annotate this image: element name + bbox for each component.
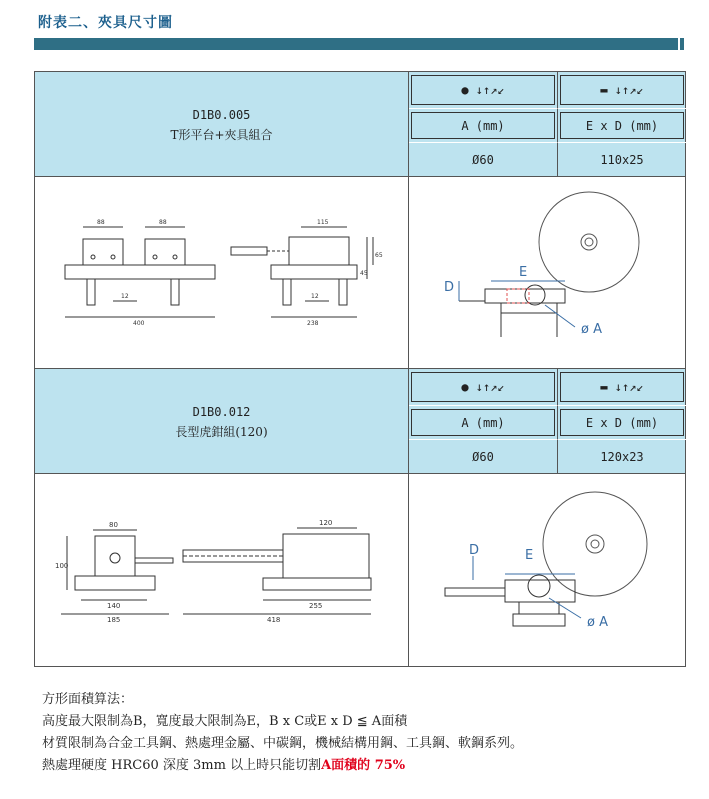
section-2-col2-label: E x D (mm) — [558, 405, 686, 439]
dim-label: 88 — [97, 219, 105, 226]
dim-label: 255 — [309, 602, 323, 610]
square-symbol-arrows: ▬ ↓↑↗↙ — [600, 380, 644, 394]
notes-line-3: 熱處理硬度 HRC60 深度 3mm 以上時只能切割A面積的 75% — [42, 758, 406, 773]
section-2-header — [35, 369, 685, 474]
dim-label: 12 — [121, 293, 129, 300]
dim-label: 140 — [107, 602, 121, 610]
dim-label: 120 — [319, 519, 333, 527]
section-1-col1-head — [409, 72, 558, 108]
dim-label: 12 — [311, 293, 319, 300]
dim-label: 115 — [317, 219, 329, 226]
section-2-cutting-diagram — [409, 474, 687, 666]
round-symbol-arrows: ● ↓↑↗↙ — [461, 83, 505, 97]
notes-line-1: 高度最大限制為B，寬度最大限制為E，B x C或E x D ≦ A面積 — [42, 714, 408, 729]
label-e: E — [519, 265, 528, 280]
section-2-name-cell — [35, 369, 409, 474]
dim-label: 88 — [159, 219, 167, 226]
t-platform-technical-drawing — [35, 177, 409, 369]
section-2-name: 長型虎鉗組(120) — [175, 424, 268, 439]
section-1-col2-value: 110x25 — [558, 142, 686, 177]
dim-label: 80 — [109, 521, 118, 529]
dim-label: 45 — [360, 270, 368, 277]
section-1-col1-value: Ø60 — [409, 142, 558, 177]
section-1-header — [35, 72, 685, 177]
notes-highlight: A面積的 75% — [321, 758, 406, 773]
header-divider-bar — [34, 38, 678, 50]
dim-label: 400 — [133, 320, 145, 327]
page-title: 附表二、夾具尺寸圖 — [38, 15, 173, 31]
section-1-code: D1B0.005 — [192, 107, 251, 122]
label-d: D — [444, 280, 455, 295]
cutting-wheel-diagram — [409, 474, 687, 666]
section-2-diagrams — [35, 474, 685, 666]
section-2-col1-value: Ø60 — [409, 439, 558, 474]
cutting-wheel-diagram — [409, 177, 687, 369]
section-2-drawing — [35, 474, 409, 666]
section-1-col1-label: A (mm) — [409, 108, 558, 142]
section-1-name: T形平台+夾具組合 — [170, 127, 273, 142]
section-1-cutting-diagram — [409, 177, 687, 368]
section-2-col1-label: A (mm) — [409, 405, 558, 439]
label-d: D — [469, 543, 480, 558]
section-1-diagrams — [35, 177, 685, 369]
calculation-notes — [42, 689, 523, 777]
notes-title: 方形面積算法： — [42, 692, 134, 707]
fixture-dimension-table — [34, 71, 686, 667]
header-divider-end — [680, 38, 684, 50]
section-2-col2-value: 120x23 — [558, 439, 686, 474]
label-diameter-a: ø A — [587, 615, 608, 630]
section-1-name-cell — [35, 72, 409, 177]
long-vise-technical-drawing — [35, 474, 409, 666]
dim-label: 100 — [55, 562, 69, 570]
dim-label: 65 — [375, 252, 383, 259]
dim-label: 238 — [307, 320, 319, 327]
round-symbol-arrows: ● ↓↑↗↙ — [461, 380, 505, 394]
section-2-col2-head — [558, 369, 686, 405]
section-1-col2-label: E x D (mm) — [558, 108, 686, 142]
label-e: E — [525, 548, 534, 563]
dim-label: 185 — [107, 616, 121, 624]
section-1-col2-head — [558, 72, 686, 108]
section-2-col1-head — [409, 369, 558, 405]
section-2-code: D1B0.012 — [192, 404, 251, 419]
label-diameter-a: ø A — [581, 322, 602, 337]
dim-label: 418 — [267, 616, 281, 624]
square-symbol-arrows: ▬ ↓↑↗↙ — [600, 83, 644, 97]
section-1-drawing — [35, 177, 409, 368]
notes-line-2: 材質限制為合金工具鋼、熱處理金屬、中碳鋼，機械結構用鋼、工具鋼、軟鋼系列。 — [42, 736, 524, 751]
